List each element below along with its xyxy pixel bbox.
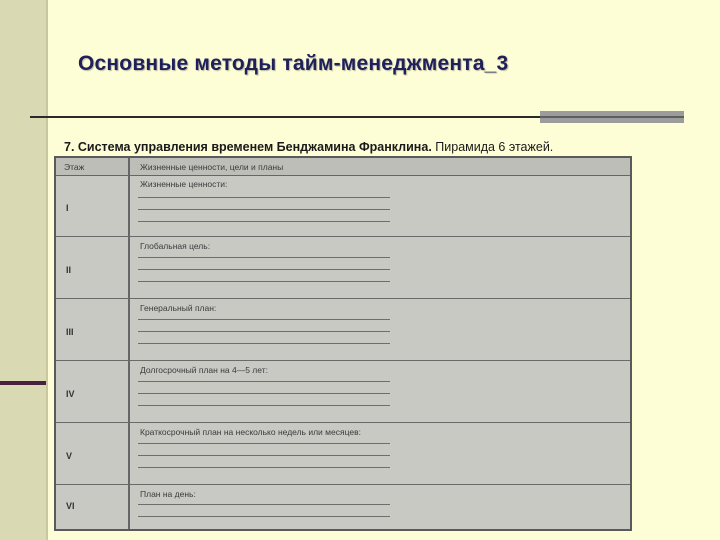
left-accent-bar <box>0 381 46 385</box>
floor-number: II <box>66 265 72 275</box>
title-divider <box>30 116 542 118</box>
subtitle-bold: 7. Система управления временем Бенджамина Франклина. <box>64 140 432 154</box>
write-line <box>138 467 390 468</box>
write-line <box>138 405 390 406</box>
write-line <box>138 197 390 198</box>
floor-number: V <box>66 451 73 461</box>
write-line <box>138 221 390 222</box>
write-line <box>138 343 390 344</box>
floor-number: III <box>66 327 74 337</box>
table-header <box>56 158 630 176</box>
table-row <box>56 423 630 485</box>
floor-label: Генеральный план: <box>140 303 217 313</box>
table-row <box>56 485 630 529</box>
write-line <box>138 516 390 517</box>
header-floor: Этаж <box>64 162 85 172</box>
title-divider-accent <box>540 111 684 123</box>
table-row <box>56 361 630 423</box>
floor-label: Долгосрочный план на 4—5 лет: <box>140 365 268 375</box>
slide-subtitle <box>64 140 553 154</box>
table-row <box>56 299 630 361</box>
header-values: Жизненные ценности, цели и планы <box>140 162 284 172</box>
write-line <box>138 381 390 382</box>
write-line <box>138 269 390 270</box>
table-row <box>56 237 630 299</box>
table-row <box>56 175 630 237</box>
floor-label: Краткосрочный план на несколько недель или месяцев: <box>140 427 361 437</box>
write-line <box>138 257 390 258</box>
write-line <box>138 455 390 456</box>
write-line <box>138 443 390 444</box>
write-line <box>138 393 390 394</box>
write-line <box>138 209 390 210</box>
floor-label: Глобальная цель: <box>140 241 211 251</box>
write-line <box>138 331 390 332</box>
write-line <box>138 319 390 320</box>
write-line <box>138 504 390 505</box>
floor-number: VI <box>66 501 75 511</box>
write-line <box>138 281 390 282</box>
slide-title: Основные методы тайм-менеджмента_3 <box>78 52 509 75</box>
floor-label: Жизненные ценности: <box>140 179 228 189</box>
pyramid-table <box>54 156 632 531</box>
left-decor-band <box>0 0 48 540</box>
floor-number: I <box>66 203 69 213</box>
subtitle-rest: Пирамида 6 этажей. <box>431 140 554 154</box>
floor-number: IV <box>66 389 75 399</box>
floor-label: План на день: <box>140 489 196 499</box>
